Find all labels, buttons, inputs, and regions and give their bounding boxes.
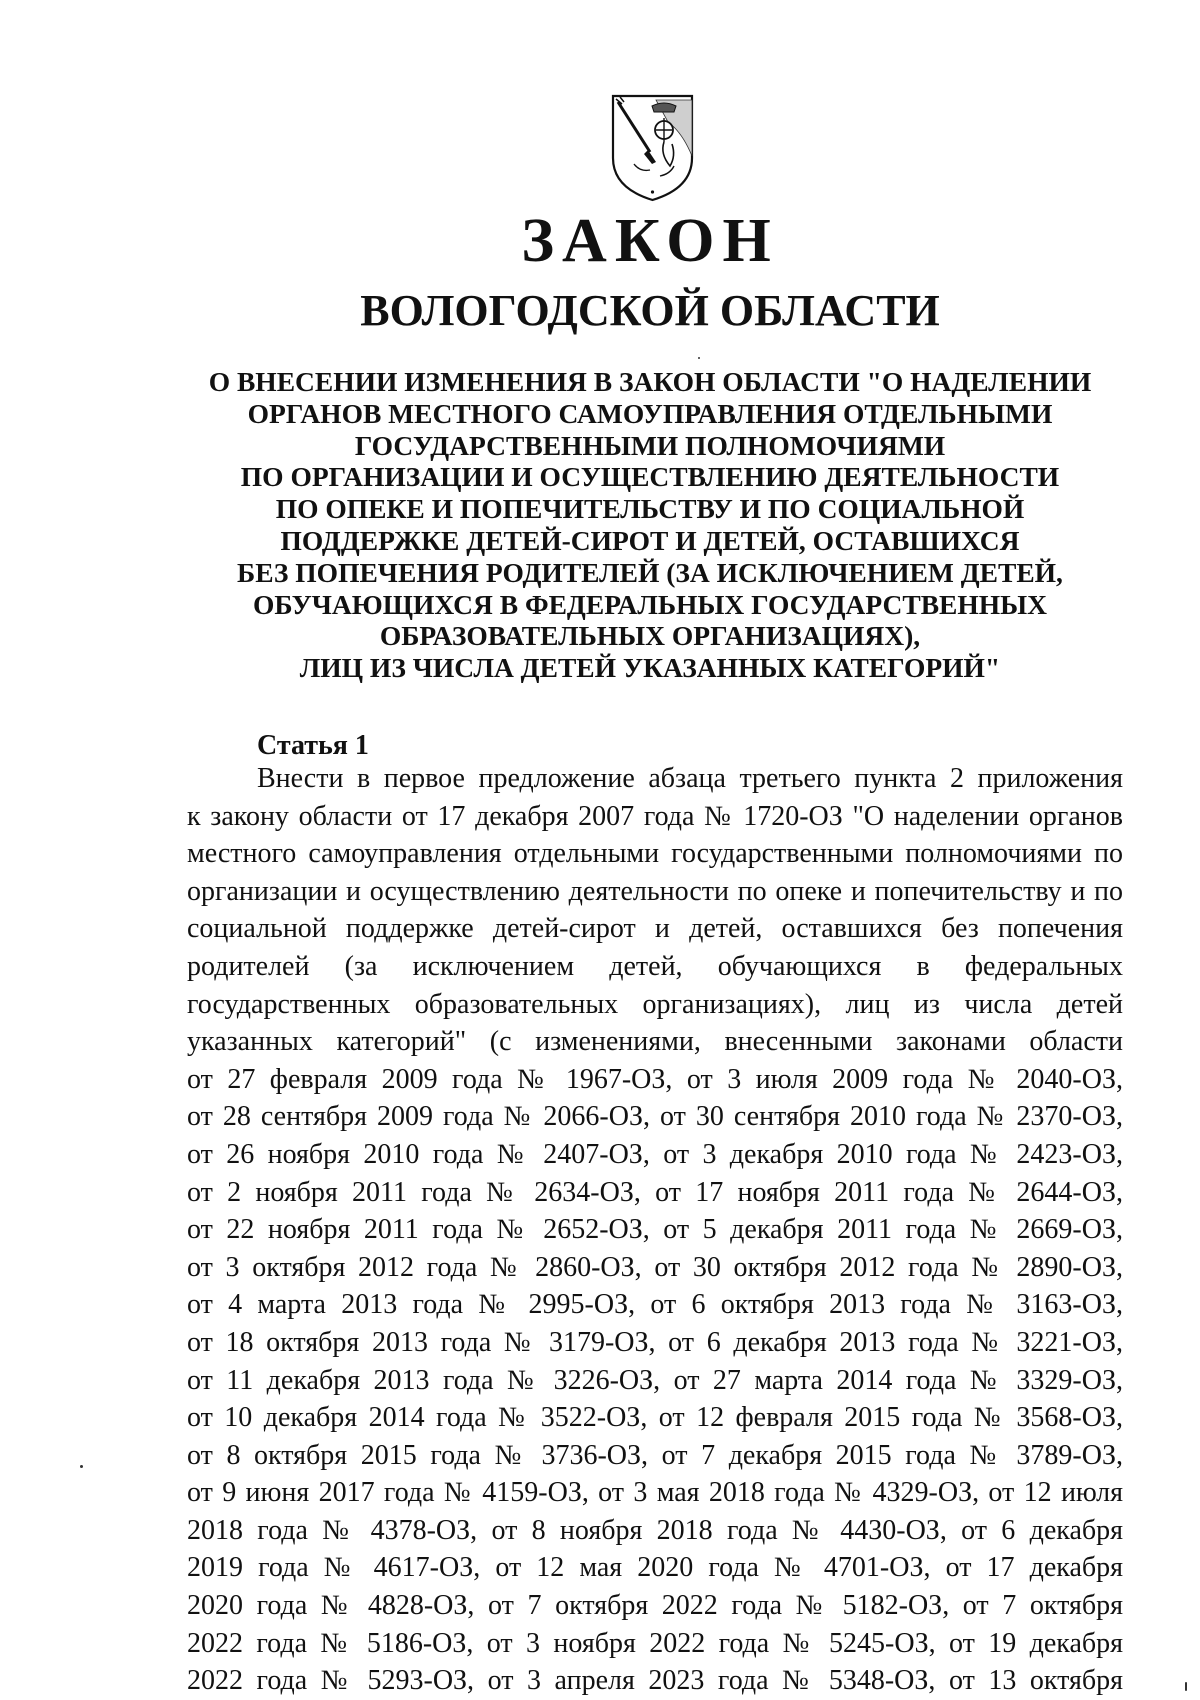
body-line: государственных образовательных организациях), лиц из числа детей: [187, 988, 1123, 1020]
body-line: указанных категорий" (с изменениями, внесенными законами области: [187, 1026, 1123, 1058]
region-title: ВОЛОГОДСКОЙ ОБЛАСТИ: [360, 286, 940, 335]
article-body: [187, 760, 1123, 1700]
body-line: местного самоуправления отдельными государственными полномочиями по: [187, 838, 1123, 870]
body-line: от 3 октября 2012 года № 2860-ОЗ, от 30 октября 2012 года № 2890-ОЗ,: [187, 1251, 1123, 1283]
body-line: родителей (за исключением детей, обучающихся в федеральных: [187, 950, 1123, 982]
scan-speck: [1185, 1682, 1187, 1691]
body-line: 2018 года № 4378-ОЗ, от 8 ноября 2018 года № 4430-ОЗ, от 6 декабря: [187, 1514, 1123, 1546]
body-line: от 27 февраля 2009 года № 1967-ОЗ, от 3 июля 2009 года № 2040-ОЗ,: [187, 1063, 1123, 1095]
law-title: ЗАКОН: [521, 207, 779, 275]
body-line: 2022 года № 5186-ОЗ, от 3 ноября 2022 года № 5245-ОЗ, от 19 декабря: [187, 1627, 1123, 1659]
body-line: к закону области от 17 декабря 2007 года № 1720-ОЗ "О наделении органов: [187, 800, 1123, 832]
body-line: 2022 года № 5293-ОЗ, от 3 апреля 2023 года № 5348-ОЗ, от 13 октября: [187, 1665, 1123, 1697]
body-line: Внести в первое предложение абзаца третьего пункта 2 приложения: [257, 763, 1123, 794]
coat-of-arms-icon: [610, 92, 695, 204]
body-line: 2019 года № 4617-ОЗ, от 12 мая 2020 года № 4701-ОЗ, от 17 декабря: [187, 1552, 1123, 1584]
subject-line: О ВНЕСЕНИИ ИЗМЕНЕНИЯ В ЗАКОН ОБЛАСТИ "О НАДЕЛЕНИИ: [208, 366, 1092, 397]
body-line: социальной поддержке детей-сирот и детей, оставшихся без попечения: [187, 913, 1123, 945]
body-line: от 18 октября 2013 года № 3179-ОЗ, от 6 декабря 2013 года № 3221-ОЗ,: [187, 1326, 1123, 1358]
body-line: организации и осуществлению деятельности по опеке и попечительству и по: [187, 875, 1123, 907]
body-line: от 26 ноября 2010 года № 2407-ОЗ, от 3 декабря 2010 года № 2423-ОЗ,: [187, 1138, 1123, 1170]
subject-line: ПО ОРГАНИЗАЦИИ И ОСУЩЕСТВЛЕНИЮ ДЕЯТЕЛЬНОСТИ: [240, 461, 1060, 493]
body-line: 2020 года № 4828-ОЗ, от 7 октября 2022 года № 5182-ОЗ, от 7 октября: [187, 1590, 1123, 1622]
body-line: от 10 декабря 2014 года № 3522-ОЗ, от 12 февраля 2015 года № 3568-ОЗ,: [187, 1402, 1123, 1434]
subject-line: БЕЗ ПОПЕЧЕНИЯ РОДИТЕЛЕЙ (ЗА ИСКЛЮЧЕНИЕМ ДЕТЕЙ,: [237, 556, 1063, 588]
subject-line: ОБУЧАЮЩИХСЯ В ФЕДЕРАЛЬНЫХ ГОСУДАРСТВЕННЫХ: [252, 588, 1048, 620]
body-line: от 2 ноября 2011 года № 2634-ОЗ, от 17 ноября 2011 года № 2644-ОЗ,: [187, 1176, 1123, 1208]
body-line: от 22 ноября 2011 года № 2652-ОЗ, от 5 декабря 2011 года № 2669-ОЗ,: [187, 1214, 1123, 1246]
subject-line: ОРГАНОВ МЕСТНОГО САМОУПРАВЛЕНИЯ ОТДЕЛЬНЫМИ: [247, 397, 1053, 429]
body-line: от 4 марта 2013 года № 2995-ОЗ, от 6 октября 2013 года № 3163-ОЗ,: [187, 1289, 1123, 1321]
law-subject: [195, 366, 1105, 684]
subject-line: ПО ОПЕКЕ И ПОПЕЧИТЕЛЬСТВУ И ПО СОЦИАЛЬНОЙ: [275, 493, 1025, 525]
subject-line: ОБРАЗОВАТЕЛЬНЫХ ОРГАНИЗАЦИЯХ),: [379, 620, 921, 652]
body-line: от 11 декабря 2013 года № 3226-ОЗ, от 27 марта 2014 года № 3329-ОЗ,: [187, 1364, 1123, 1396]
scan-speck: [80, 1465, 83, 1468]
article-heading: Статья 1: [257, 730, 369, 761]
scan-speck: [698, 357, 700, 359]
subject-line: ЛИЦ ИЗ ЧИСЛА ДЕТЕЙ УКАЗАННЫХ КАТЕГОРИЙ": [299, 652, 1001, 684]
body-line: от 28 сентября 2009 года № 2066-ОЗ, от 30 сентября 2010 года № 2370-ОЗ,: [187, 1101, 1123, 1133]
body-line: от 8 октября 2015 года № 3736-ОЗ, от 7 декабря 2015 года № 3789-ОЗ,: [187, 1439, 1123, 1471]
body-line: от 9 июня 2017 года № 4159-ОЗ, от 3 мая 2018 года № 4329-ОЗ, от 12 июля: [187, 1477, 1123, 1509]
subject-line: ГОСУДАРСТВЕННЫМИ ПОЛНОМОЧИЯМИ: [354, 429, 946, 461]
subject-line: ПОДДЕРЖКЕ ДЕТЕЙ-СИРОТ И ДЕТЕЙ, ОСТАВШИХСЯ: [280, 524, 1020, 556]
